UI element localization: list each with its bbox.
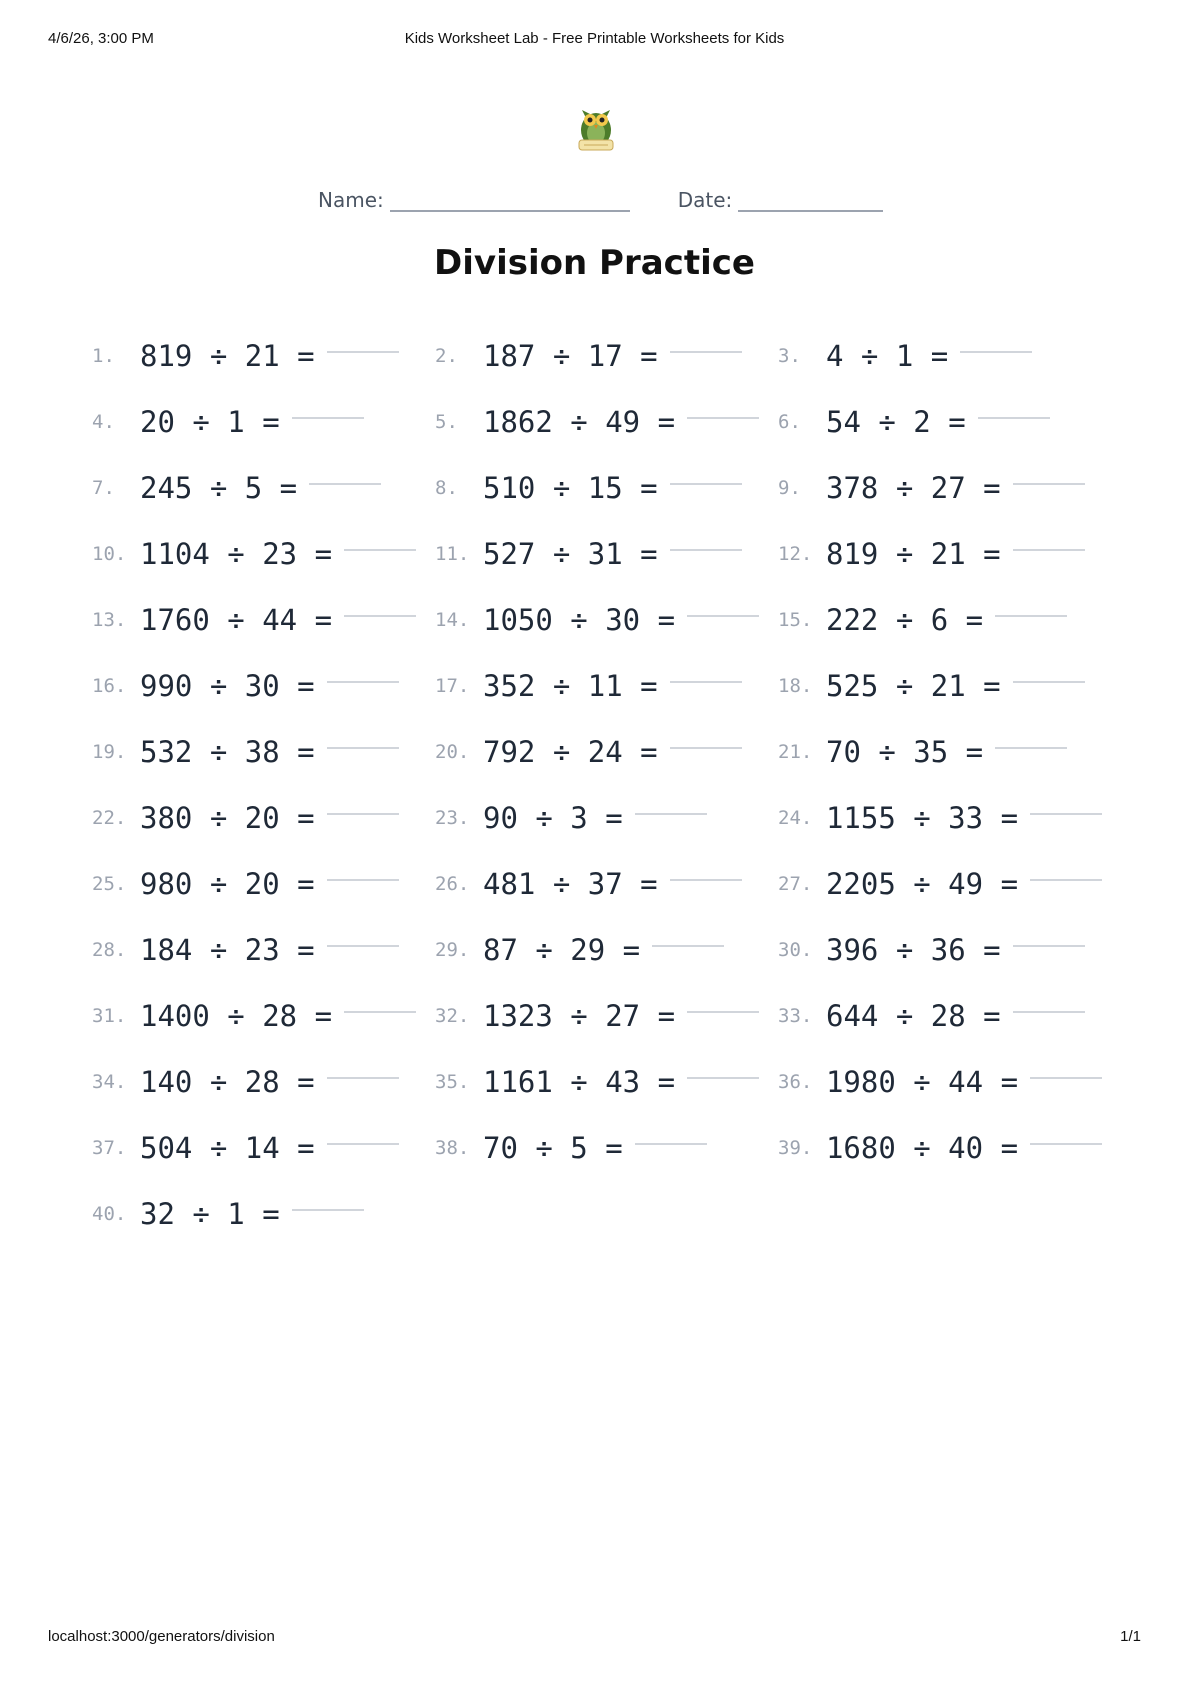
- problem-expression: 396 ÷ 36 =: [826, 933, 1001, 967]
- problem-expression: 1161 ÷ 43 =: [483, 1065, 676, 1099]
- problem-item: [435, 323, 778, 389]
- problem-expression: 378 ÷ 27 =: [826, 471, 1001, 505]
- answer-blank: [327, 879, 399, 881]
- problem-expression: 54 ÷ 2 =: [826, 405, 966, 439]
- print-url: localhost:3000/generators/division: [48, 1628, 275, 1645]
- answer-blank: [687, 615, 759, 617]
- answer-blank: [1013, 549, 1085, 551]
- problem-number: 9.: [778, 477, 801, 499]
- answer-blank: [292, 417, 364, 419]
- problem-number: 17.: [435, 675, 470, 697]
- answer-blank: [327, 681, 399, 683]
- answer-blank: [670, 681, 742, 683]
- problem-number: 15.: [778, 609, 813, 631]
- problem-number: 13.: [92, 609, 127, 631]
- name-blank: [390, 192, 630, 212]
- answer-blank: [652, 945, 724, 947]
- answer-blank: [1013, 483, 1085, 485]
- problem-expression: 527 ÷ 31 =: [483, 537, 658, 571]
- problem-item: [92, 785, 435, 851]
- problem-expression: 4 ÷ 1 =: [826, 339, 949, 373]
- problem-expression: 32 ÷ 1 =: [140, 1197, 280, 1231]
- print-page-count: 1/1: [1120, 1628, 1141, 1645]
- problem-number: 25.: [92, 873, 127, 895]
- problem-expression: 245 ÷ 5 =: [140, 471, 298, 505]
- date-blank: [738, 192, 883, 212]
- problem-expression: 1155 ÷ 33 =: [825, 801, 1019, 835]
- problem-expression: 222 ÷ 6 =: [826, 603, 984, 637]
- print-datetime: 4/6/26, 3:00 PM: [48, 30, 154, 47]
- problem-item: [778, 587, 1102, 653]
- problem-expression: 525 ÷ 21 =: [826, 669, 1001, 703]
- problem-expression: 532 ÷ 38 =: [140, 735, 315, 769]
- problem-item: [92, 653, 435, 719]
- problem-item: [92, 323, 435, 389]
- problem-item: [435, 1049, 778, 1115]
- problem-number: 16.: [92, 675, 127, 697]
- problem-expression: 380 ÷ 20 =: [140, 801, 315, 835]
- problem-number: 5.: [435, 411, 458, 433]
- problem-expression: 70 ÷ 5 =: [483, 1131, 623, 1165]
- problem-item: [435, 719, 778, 785]
- answer-blank: [1013, 1011, 1085, 1013]
- answer-blank: [309, 483, 381, 485]
- answer-blank: [635, 813, 707, 815]
- problem-number: 12.: [778, 543, 813, 565]
- problem-item: [778, 521, 1102, 587]
- answer-blank: [327, 813, 399, 815]
- problem-number: 35.: [435, 1071, 470, 1093]
- answer-blank: [687, 1011, 759, 1013]
- answer-blank: [687, 1077, 759, 1079]
- problem-item: [92, 455, 435, 521]
- answer-blank: [978, 417, 1050, 419]
- answer-blank: [327, 1143, 399, 1145]
- problem-item: [435, 851, 778, 917]
- problem-item: [92, 719, 435, 785]
- problem-item: [778, 983, 1102, 1049]
- problem-item: [778, 323, 1102, 389]
- answer-blank: [1030, 879, 1102, 881]
- answer-blank: [670, 483, 742, 485]
- problem-expression: 481 ÷ 37 =: [483, 867, 658, 901]
- problem-expression: 187 ÷ 17 =: [483, 339, 658, 373]
- problem-item: [435, 785, 778, 851]
- problem-expression: 510 ÷ 15 =: [483, 471, 658, 505]
- problem-number: 24.: [778, 807, 813, 829]
- answer-blank: [995, 615, 1067, 617]
- problem-number: 1.: [92, 345, 115, 367]
- answer-blank: [1013, 681, 1085, 683]
- problem-item: [778, 389, 1102, 455]
- problem-item: [92, 521, 435, 587]
- problem-number: 18.: [778, 675, 813, 697]
- answer-blank: [327, 945, 399, 947]
- problem-expression: 70 ÷ 35 =: [826, 735, 984, 769]
- problem-item: [778, 1115, 1102, 1181]
- problem-number: 22.: [92, 807, 127, 829]
- problem-number: 40.: [92, 1203, 127, 1225]
- problem-expression: 792 ÷ 24 =: [483, 735, 658, 769]
- problem-expression: 90 ÷ 3 =: [483, 801, 623, 835]
- problem-item: [778, 851, 1102, 917]
- problem-grid: [92, 323, 1102, 1247]
- name-label: Name:: [318, 188, 384, 212]
- problem-item: [92, 389, 435, 455]
- problem-number: 8.: [435, 477, 458, 499]
- owl-icon: [572, 100, 620, 156]
- problem-expression: 140 ÷ 28 =: [140, 1065, 315, 1099]
- problem-expression: 1400 ÷ 28 =: [140, 999, 333, 1033]
- answer-blank: [670, 879, 742, 881]
- answer-blank: [670, 747, 742, 749]
- answer-blank: [327, 351, 399, 353]
- problem-number: 23.: [435, 807, 470, 829]
- problem-expression: 819 ÷ 21 =: [140, 339, 315, 373]
- problem-number: 21.: [778, 741, 813, 763]
- problem-number: 29.: [435, 939, 470, 961]
- problem-number: 30.: [778, 939, 813, 961]
- answer-blank: [635, 1143, 707, 1145]
- problem-number: 39.: [778, 1137, 813, 1159]
- problem-item: [92, 1115, 435, 1181]
- problem-number: 3.: [778, 345, 801, 367]
- problem-expression: 352 ÷ 11 =: [483, 669, 658, 703]
- problem-expression: 87 ÷ 29 =: [483, 933, 641, 967]
- problem-item: [435, 653, 778, 719]
- answer-blank: [327, 747, 399, 749]
- problem-expression: 1050 ÷ 30 =: [483, 603, 676, 637]
- problem-number: 4.: [92, 411, 115, 433]
- problem-expression: 504 ÷ 14 =: [140, 1131, 315, 1165]
- problem-item: [92, 851, 435, 917]
- problem-number: 10.: [92, 543, 127, 565]
- problem-expression: 184 ÷ 23 =: [140, 933, 315, 967]
- problem-item: [778, 785, 1102, 851]
- problem-number: 6.: [778, 411, 801, 433]
- problem-item: [92, 1049, 435, 1115]
- print-page-title: Kids Worksheet Lab - Free Printable Worksheets for Kids: [404, 30, 785, 47]
- name-date-row: [318, 188, 883, 212]
- problem-number: 34.: [92, 1071, 127, 1093]
- problem-expression: 20 ÷ 1 =: [140, 405, 280, 439]
- date-label: Date:: [677, 188, 733, 212]
- answer-blank: [1030, 813, 1102, 815]
- problem-item: [435, 389, 778, 455]
- problem-item: [435, 983, 778, 1049]
- problem-number: 28.: [92, 939, 127, 961]
- problem-expression: 1323 ÷ 27 =: [483, 999, 676, 1033]
- problem-expression: 1680 ÷ 40 =: [825, 1131, 1019, 1165]
- problem-number: 26.: [435, 873, 470, 895]
- problem-item: [435, 455, 778, 521]
- answer-blank: [960, 351, 1032, 353]
- problem-item: [92, 917, 435, 983]
- problem-expression: 990 ÷ 30 =: [140, 669, 315, 703]
- problem-item: [435, 587, 778, 653]
- problem-number: 32.: [435, 1005, 470, 1027]
- problem-item: [92, 983, 435, 1049]
- problem-item: [778, 653, 1102, 719]
- problem-item: [435, 1115, 778, 1181]
- problem-number: 20.: [435, 741, 470, 763]
- problem-item: [435, 521, 778, 587]
- answer-blank: [670, 351, 742, 353]
- problem-expression: 2205 ÷ 49 =: [825, 867, 1019, 901]
- answer-blank: [1030, 1077, 1102, 1079]
- problem-number: 37.: [92, 1137, 127, 1159]
- problem-number: 2.: [435, 345, 458, 367]
- problem-item: [778, 917, 1102, 983]
- worksheet-title: Division Practice: [434, 243, 755, 283]
- problem-item: [778, 1049, 1102, 1115]
- problem-expression: 644 ÷ 28 =: [826, 999, 1001, 1033]
- problem-number: 38.: [435, 1137, 470, 1159]
- problem-number: 31.: [92, 1005, 127, 1027]
- problem-expression: 1862 ÷ 49 =: [483, 405, 676, 439]
- answer-blank: [292, 1209, 364, 1211]
- answer-blank: [1030, 1143, 1102, 1145]
- problem-number: 14.: [435, 609, 470, 631]
- problem-number: 33.: [778, 1005, 813, 1027]
- problem-item: [92, 1181, 435, 1247]
- problem-expression: 1104 ÷ 23 =: [140, 537, 333, 571]
- problem-number: 7.: [92, 477, 115, 499]
- problem-number: 11.: [435, 543, 470, 565]
- problem-number: 19.: [92, 741, 127, 763]
- answer-blank: [344, 549, 416, 551]
- problem-item: [778, 719, 1102, 785]
- answer-blank: [344, 615, 416, 617]
- problem-expression: 1760 ÷ 44 =: [140, 603, 333, 637]
- problem-number: 36.: [778, 1071, 813, 1093]
- problem-expression: 980 ÷ 20 =: [140, 867, 315, 901]
- answer-blank: [344, 1011, 416, 1013]
- problem-expression: 819 ÷ 21 =: [826, 537, 1001, 571]
- answer-blank: [327, 1077, 399, 1079]
- problem-expression: 1980 ÷ 44 =: [825, 1065, 1019, 1099]
- answer-blank: [687, 417, 759, 419]
- problem-item: [92, 587, 435, 653]
- problem-item: [778, 455, 1102, 521]
- answer-blank: [670, 549, 742, 551]
- answer-blank: [1013, 945, 1085, 947]
- problem-item: [435, 917, 778, 983]
- answer-blank: [995, 747, 1067, 749]
- problem-number: 27.: [778, 873, 813, 895]
